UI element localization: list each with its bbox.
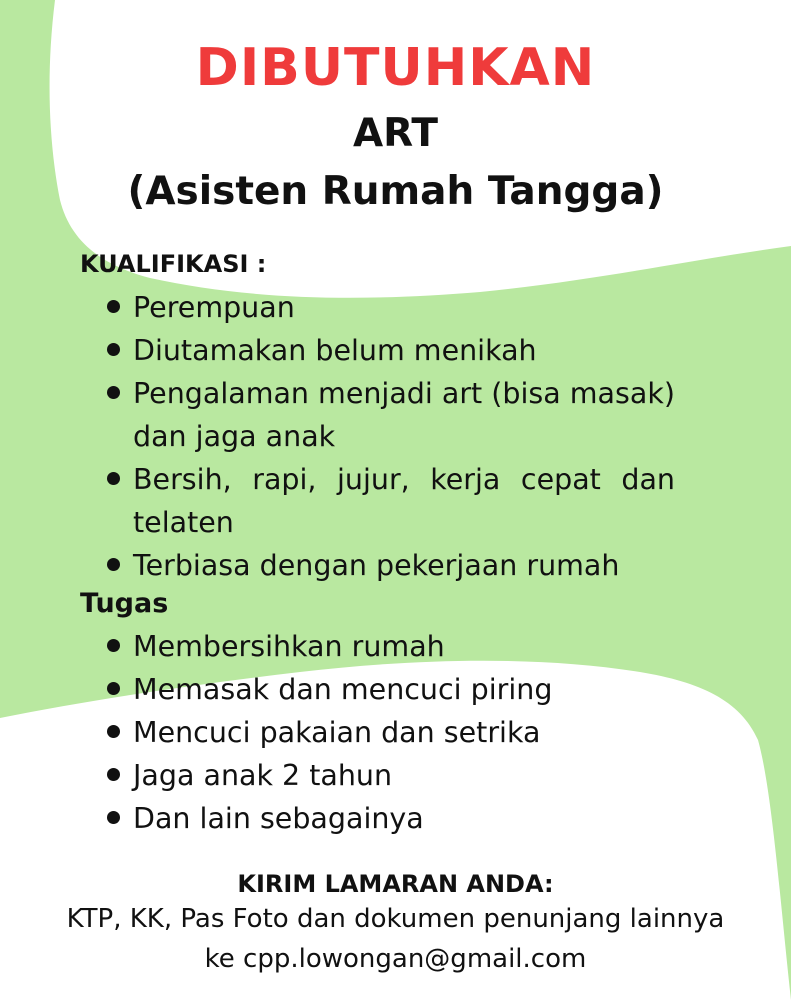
list-item-text: Membersihkan rumah xyxy=(133,630,445,663)
bullet-icon xyxy=(107,725,120,738)
headline-subtitle: ART xyxy=(352,111,439,156)
list-item xyxy=(105,544,675,587)
bullet-icon xyxy=(107,768,120,781)
footer-email: ke cpp.lowongan@gmail.com xyxy=(204,944,587,974)
duties-title: Tugas xyxy=(80,588,169,619)
qualifications-title: KUALIFIKASI : xyxy=(80,250,267,278)
list-item xyxy=(105,754,675,797)
list-item-text: Perempuan xyxy=(133,291,295,324)
list-item xyxy=(105,797,675,840)
bullet-icon xyxy=(107,682,120,695)
list-item-text: Jaga anak 2 tahun xyxy=(133,759,393,792)
bullet-icon xyxy=(107,558,120,571)
qualifications-list xyxy=(105,286,675,587)
duties-list xyxy=(105,625,675,840)
list-item xyxy=(105,329,675,372)
list-item-text: Memasak dan mencuci piring xyxy=(133,673,553,706)
footer-documents: KTP, KK, Pas Foto dan dokumen penunjang lainnya xyxy=(66,904,725,934)
bullet-icon xyxy=(107,639,120,652)
list-item xyxy=(105,711,675,754)
list-item-text: Mencuci pakaian dan setrika xyxy=(133,716,541,749)
list-item xyxy=(105,625,675,668)
list-item xyxy=(105,286,675,329)
bullet-icon xyxy=(107,811,120,824)
bullet-icon xyxy=(107,300,120,313)
list-item xyxy=(105,458,675,544)
headline-subtitle-detail: (Asisten Rumah Tangga) xyxy=(127,169,664,214)
footer-title: KIRIM LAMARAN ANDA: xyxy=(237,870,554,898)
list-item-text: Pengalaman menjadi art (bisa masak) dan jaga anak xyxy=(133,377,675,453)
headline-title: DIBUTUHKAN xyxy=(195,38,596,98)
bullet-icon xyxy=(107,343,120,356)
bullet-icon xyxy=(107,472,120,485)
list-item-text: Dan lain sebagainya xyxy=(133,802,424,835)
list-item-text: Bersih, rapi, jujur, kerja cepat dan telaten xyxy=(133,463,675,539)
list-item-text: Diutamakan belum menikah xyxy=(133,334,537,367)
list-item xyxy=(105,668,675,711)
list-item xyxy=(105,372,675,458)
list-item-text: Terbiasa dengan pekerjaan rumah xyxy=(133,549,620,582)
bullet-icon xyxy=(107,386,120,399)
